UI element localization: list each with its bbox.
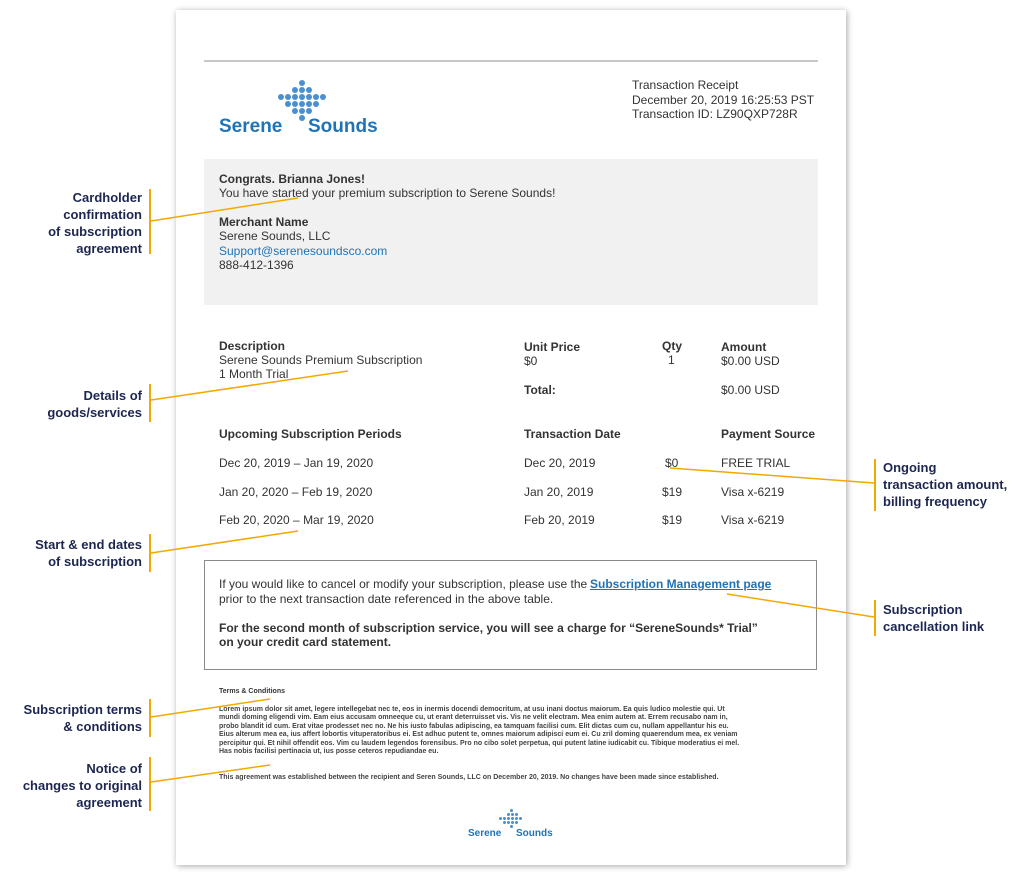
row-price: $19 <box>662 513 683 527</box>
callout-bar <box>149 757 151 811</box>
col-header-amount: Amount <box>721 340 767 354</box>
col-header-periods: Upcoming Subscription Periods <box>219 427 402 441</box>
callout-ongoing-amount: Ongoing transaction amount, billing frequency <box>883 460 1008 509</box>
receipt-datetime: December 20, 2019 16:25:53 PST <box>632 93 815 107</box>
merchant-name: Serene Sounds, LLC <box>219 229 331 243</box>
terms-title: Terms & Conditions <box>219 688 285 695</box>
terms-line: percipitur qui. Et nihil offendit eos. Vim cu laudem legendos forensibus. Pro no cibo solet perpetua, qui putent latine iudicabit cu. Tibique moderatius ei mel. <box>219 739 740 747</box>
row-date: Jan 20, 2019 <box>524 485 594 499</box>
callout-cardholder-confirmation: Cardholder confirmation of subscription agreement <box>48 190 142 256</box>
total-amount: $0.00 USD <box>721 383 780 397</box>
row-source: Visa x-6219 <box>721 485 785 499</box>
item-amount: $0.00 USD <box>721 354 780 368</box>
receipt-title: Transaction Receipt <box>632 78 739 92</box>
callout-bar <box>874 600 876 636</box>
connector-cardholder <box>151 198 298 221</box>
connector-details <box>151 371 348 400</box>
terms-line: mundi doming eligendi vim. Eam eius accusam omneeque cu, ut erant deterruisset vis. Vis ne velit electram. Mea enim autem at. Errem recusabo nam in, <box>219 714 728 722</box>
item-qty: 1 <box>668 353 675 367</box>
logo-word-serene: Serene <box>219 116 283 137</box>
row-price: $0 <box>665 456 679 470</box>
callout-bar <box>149 699 151 737</box>
connector-cancel <box>727 594 874 617</box>
col-header-payment-source: Payment Source <box>721 427 816 441</box>
greeting-headline: Congrats. Brianna Jones! <box>219 172 366 186</box>
terms-line: Has nobis facilisi pertinacia ut, ius posse ceteros repudiandae eu. <box>219 748 439 755</box>
callout-subscription-dates: Start & end dates of subscription <box>35 537 142 569</box>
terms-line: probo blandit id cum. Erat vitae prodesset nec no. Ne his iusto fabulas adipiscing, ea tamquam facilisi cum. Elit dictas cum cu, nullam appellantur his eu. <box>219 722 729 730</box>
notice-bold-line2: on your credit card statement. <box>219 635 392 649</box>
row-source: FREE TRIAL <box>721 456 791 470</box>
callout-goods-details: Details of goods/services <box>47 388 142 420</box>
connector-notice <box>151 765 270 782</box>
footer-logo-word-sounds: Sounds <box>516 828 553 839</box>
logo-word-sounds: Sounds <box>308 116 378 137</box>
subscription-management-link[interactable]: Subscription Management page <box>590 577 772 591</box>
notice-bold-line1: For the second month of subscription service, you will see a charge for “SereneSounds* Trial” <box>219 621 758 635</box>
col-header-unit-price: Unit Price <box>524 340 581 354</box>
merchant-email-link[interactable]: Support@serenesoundsco.com <box>219 244 388 258</box>
footer-logo-word-serene: Serene <box>468 828 502 839</box>
terms-line: Eius alterum mea ea, ius affert lobortis vituperatoribus ei. Est adhuc putent te, omnes maiorum adipisci eum ei. Cu zril doming quaerendum mea, ex veniam <box>219 731 738 739</box>
greeting-message: You have started your premium subscription to Serene Sounds! <box>219 186 556 200</box>
item-name: Serene Sounds Premium Subscription <box>219 353 423 367</box>
connector-terms <box>151 699 270 717</box>
callout-bar <box>149 189 151 254</box>
terms-line: Lorem ipsum dolor sit amet, legere intellegebat nec te, eos in inermis docendi democritum, at usu inani doctus maiorum. Ea quis ludico molestie qui. Ut <box>219 706 725 713</box>
item-detail: 1 Month Trial <box>219 367 289 381</box>
callout-bar <box>149 384 151 422</box>
agreement-statement: This agreement was established between the recipient and Seren Sounds, LLC on December 20, 2019. No changes have been made since established. <box>219 774 719 781</box>
row-period: Jan 20, 2020 – Feb 19, 2020 <box>219 485 373 499</box>
row-period: Feb 20, 2020 – Mar 19, 2020 <box>219 513 374 527</box>
row-period: Dec 20, 2019 – Jan 19, 2020 <box>219 456 374 470</box>
row-source: Visa x-6219 <box>721 513 785 527</box>
connector-ongoing <box>670 468 874 483</box>
transaction-id: Transaction ID: LZ90QXP728R <box>632 107 798 121</box>
merchant-label: Merchant Name <box>219 215 309 229</box>
callout-bar <box>874 459 876 511</box>
row-price: $19 <box>662 485 683 499</box>
notice-line2: prior to the next transaction date referenced in the above table. <box>219 592 554 606</box>
row-date: Feb 20, 2019 <box>524 513 595 527</box>
total-label: Total: <box>524 383 556 397</box>
connector-dates <box>151 531 298 553</box>
row-date: Dec 20, 2019 <box>524 456 596 470</box>
item-unit-price: $0 <box>524 354 538 368</box>
callout-cancellation-link: Subscription cancellation link <box>883 602 985 634</box>
merchant-phone: 888-412-1396 <box>219 258 294 272</box>
callout-subscription-terms: Subscription terms & conditions <box>23 702 142 734</box>
col-header-transaction-date: Transaction Date <box>524 427 621 441</box>
col-header-description: Description <box>219 339 286 353</box>
notice-line1: If you would like to cancel or modify your subscription, please use the <box>219 577 588 591</box>
callout-changes-notice: Notice of changes to original agreement <box>22 761 142 810</box>
callout-bar <box>149 534 151 572</box>
col-header-qty: Qty <box>662 339 683 353</box>
